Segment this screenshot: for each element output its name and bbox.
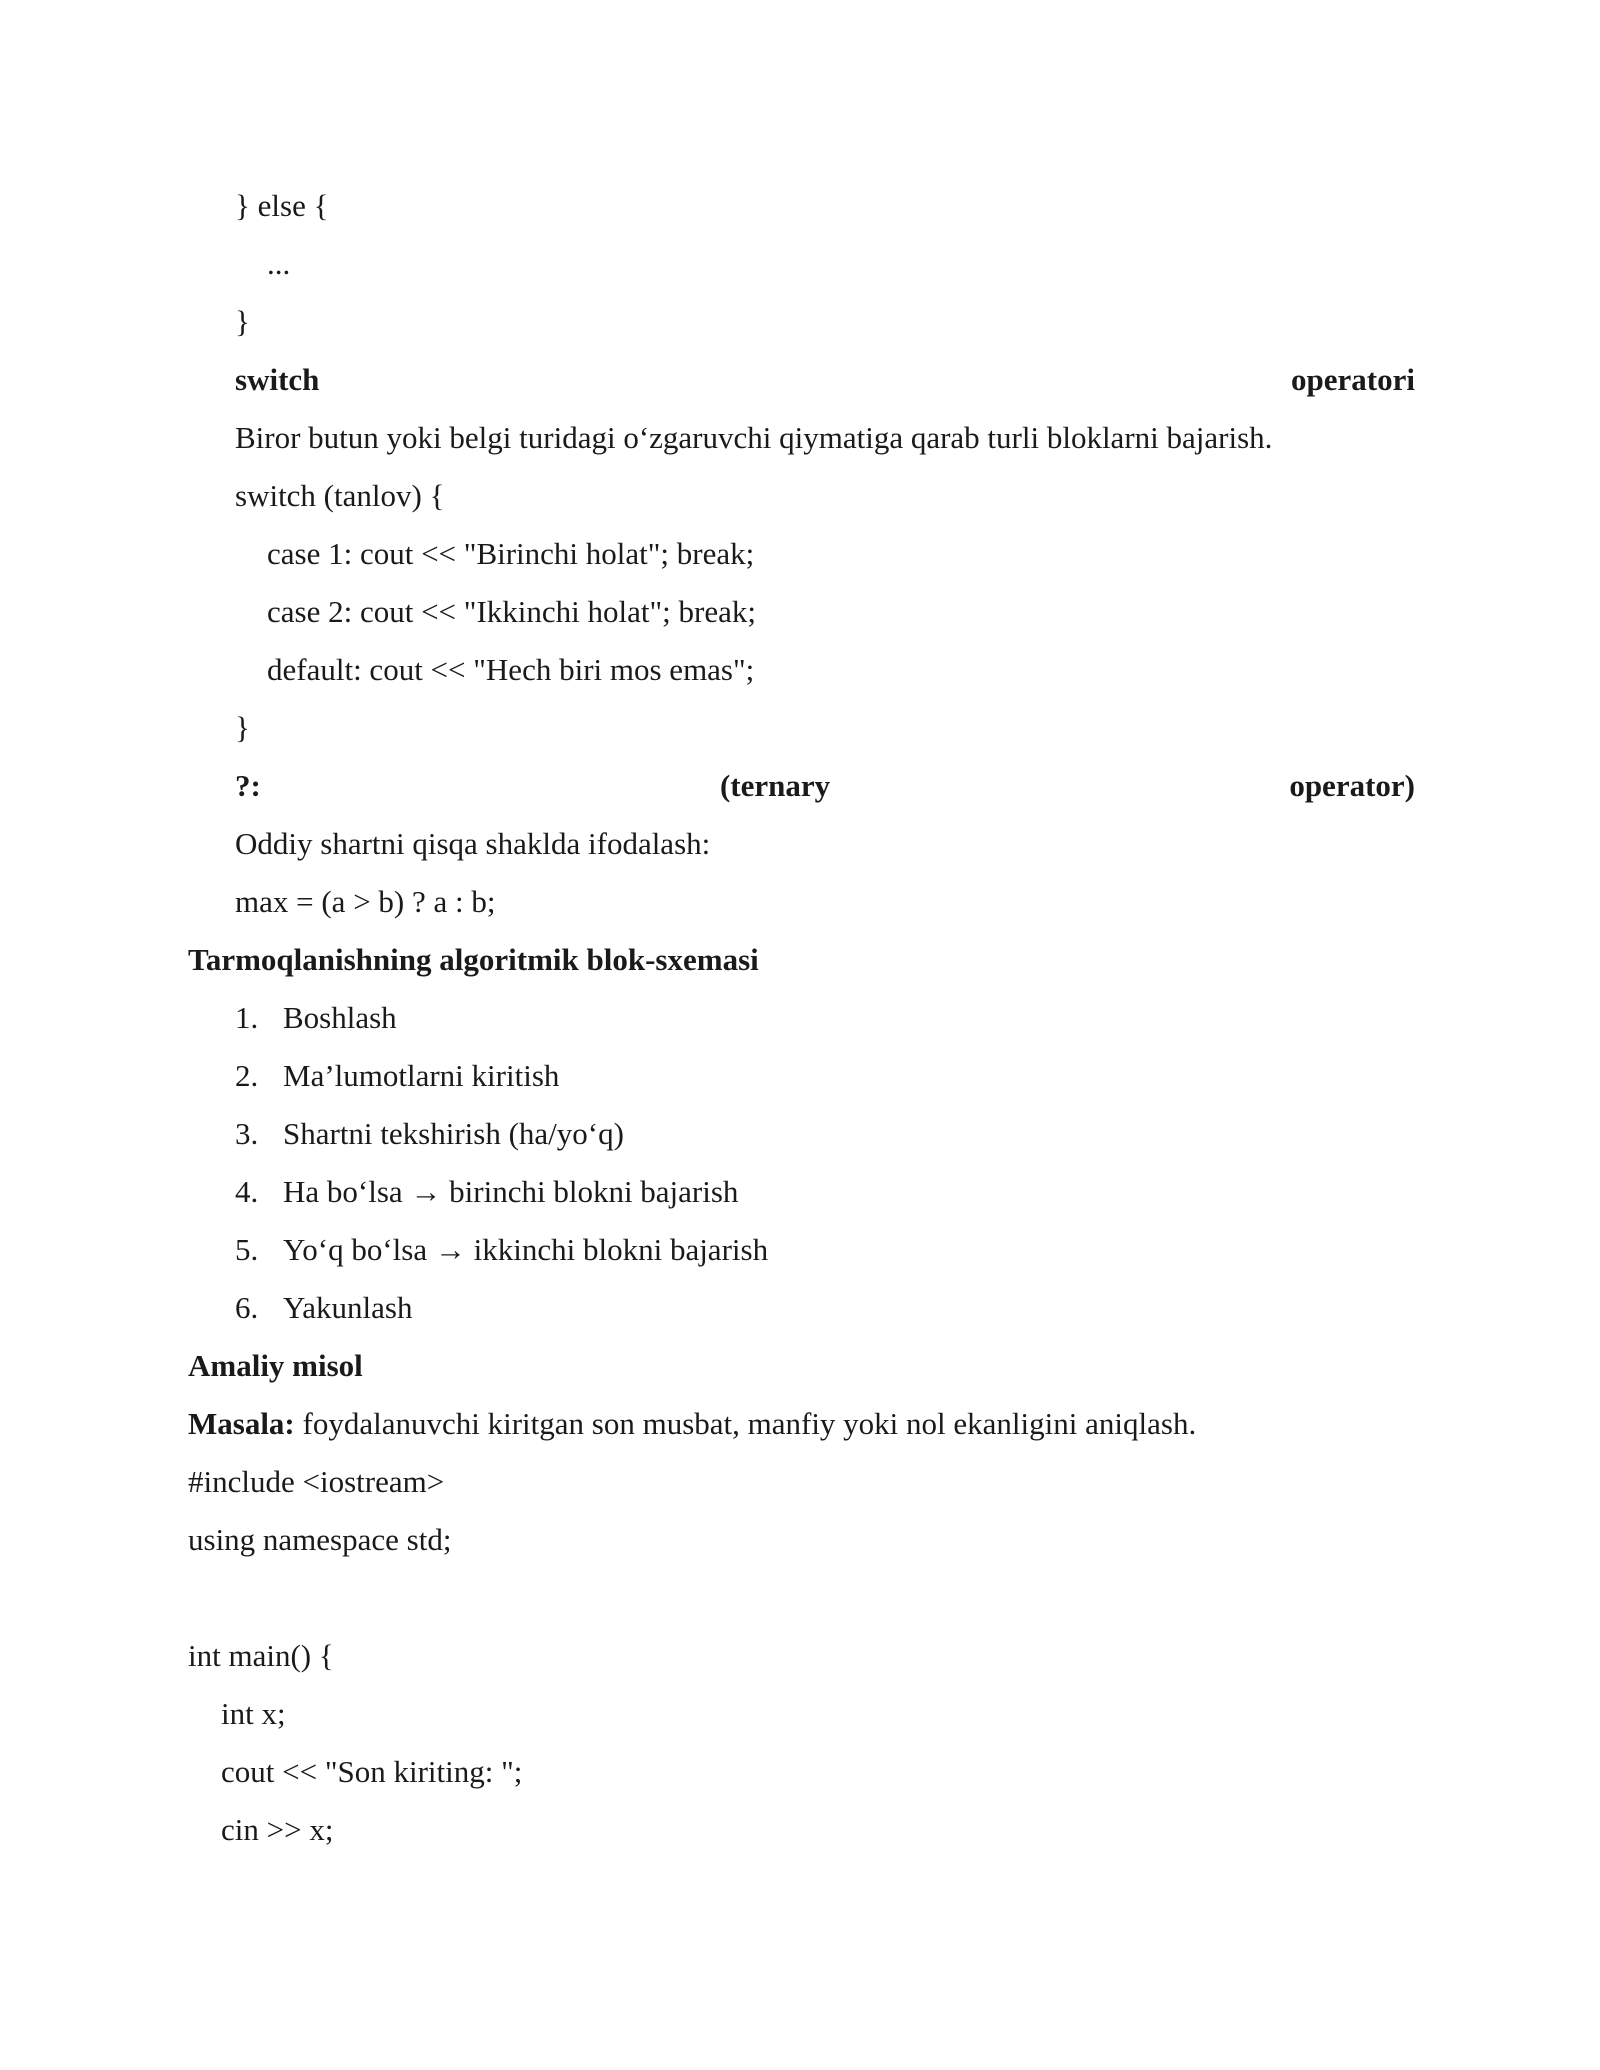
ternary-description: Oddiy shartni qisqa shaklda ifodalash:: [235, 826, 711, 861]
list-item-number: 3.: [235, 1116, 259, 1151]
task-label: Masala:: [188, 1406, 295, 1441]
switch-code-line: }: [235, 710, 250, 745]
ternary-code: max = (a > b) ? a : b;: [235, 884, 496, 919]
switch-heading: [235, 360, 1415, 400]
list-item-number: 6.: [235, 1290, 259, 1325]
ternary-heading-left: ?:: [235, 768, 261, 803]
list-item: [235, 998, 397, 1038]
ternary-heading-right: operator): [1289, 768, 1415, 803]
list-item-text: Shartni tekshirish (ha/yo‘q): [283, 1116, 624, 1151]
code-else-open: } else {: [235, 188, 329, 223]
ternary-heading: [235, 766, 1415, 806]
switch-code-line: case 2: cout << "Ikkinchi holat"; break;: [267, 594, 756, 629]
list-item-text: Yakunlash: [283, 1290, 413, 1325]
switch-heading-left: switch: [235, 362, 320, 397]
list-item-text: Boshlash: [283, 1000, 397, 1035]
example-code-line: cout << "Son kiriting: ";: [221, 1754, 523, 1789]
switch-code-line: default: cout << "Hech biri mos emas";: [267, 652, 755, 687]
example-code-line: int x;: [221, 1696, 286, 1731]
list-item: [235, 1288, 412, 1328]
switch-heading-right: operatori: [1291, 362, 1415, 397]
block-scheme-heading: Tarmoqlanishning algoritmik blok-sxemasi: [188, 942, 759, 977]
list-item-text: Ma’lumotlarni kiritish: [283, 1058, 560, 1093]
list-item: [235, 1114, 624, 1154]
switch-code-line: case 1: cout << "Birinchi holat"; break;: [267, 536, 755, 571]
example-code-line: #include <iostream>: [188, 1464, 445, 1499]
example-code-line: int main() {: [188, 1638, 334, 1673]
code-close-brace: }: [235, 304, 250, 339]
task-text: foydalanuvchi kiritgan son musbat, manfiy yoki nol ekanligini aniqlash.: [294, 1406, 1197, 1441]
list-item-number: 2.: [235, 1058, 259, 1093]
list-item-text: Ha bo‘lsa → birinchi blokni bajarish: [283, 1174, 739, 1209]
list-item-number: 5.: [235, 1232, 259, 1267]
list-item-text: Yo‘q bo‘lsa → ikkinchi blokni bajarish: [283, 1232, 769, 1267]
list-item-number: 1.: [235, 1000, 259, 1035]
example-heading: Amaliy misol: [188, 1348, 363, 1383]
list-item: [235, 1230, 768, 1270]
list-item: [235, 1056, 559, 1096]
task-line: [188, 1404, 1196, 1444]
list-item: [235, 1172, 738, 1212]
ternary-heading-middle: (ternary: [719, 768, 831, 803]
switch-code-line: switch (tanlov) {: [235, 478, 445, 513]
example-code-line: cin >> x;: [221, 1812, 334, 1847]
code-ellipsis: ...: [267, 246, 291, 281]
example-code-line: using namespace std;: [188, 1522, 452, 1557]
switch-description: Biror butun yoki belgi turidagi o‘zgaruvchi qiymatiga qarab turli bloklarni bajarish.: [235, 420, 1273, 455]
list-item-number: 4.: [235, 1174, 259, 1209]
